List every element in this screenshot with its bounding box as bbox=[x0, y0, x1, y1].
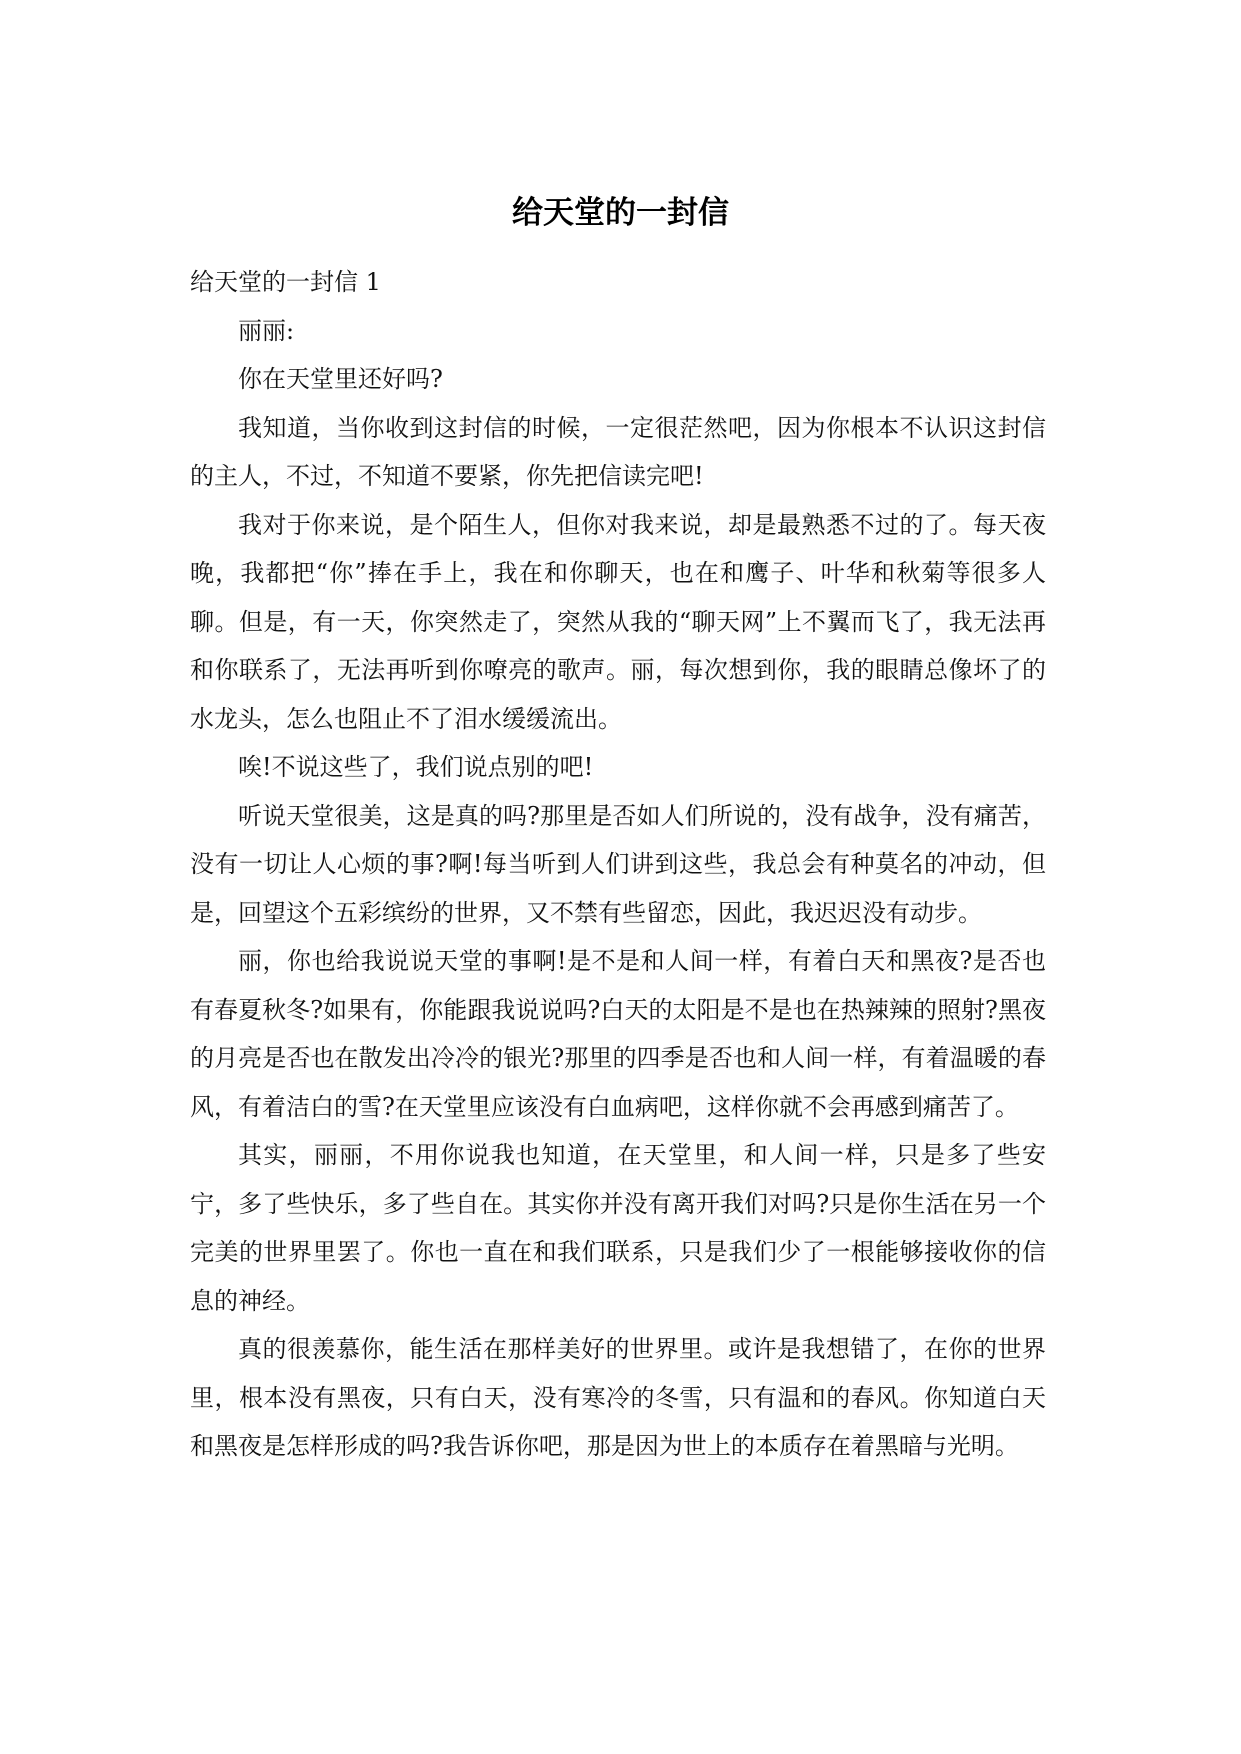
letter-subtitle: 给天堂的一封信 1 bbox=[190, 268, 381, 296]
document-title: 给天堂的一封信 bbox=[512, 195, 729, 231]
letter-paragraph: 我对于你来说，是个陌生人，但你对我来说，却是最熟悉不过的了。每天夜晚，我都把“你”捧在手上，我在和你聊天，也在和鹰子、叶华和秋菊等很多人聊。但是，有一天，你突然走了，突然从我的“聊天网”上不翼而飞了，我无法再和你联系了，无法再听到你嘹亮的歌声。丽，每次想到你，我的眼睛总像坏了的水龙头，怎么也阻止不了泪水缓缓流出。 bbox=[190, 510, 1046, 733]
letter-paragraph: 其实，丽丽，不用你说我也知道，在天堂里，和人间一样，只是多了些安宁，多了些快乐，多了些自在。其实你并没有离开我们对吗?只是你生活在另一个完美的世界里罢了。你也一直在和我们联系，只是我们少了一根能够接收你的信息的神经。 bbox=[190, 1141, 1046, 1315]
letter-paragraph: 唉!不说这些了，我们说点别的吧! bbox=[238, 753, 594, 781]
letter-salutation: 丽丽: bbox=[238, 316, 295, 345]
letter-paragraph: 我知道，当你收到这封信的时候，一定很茫然吧，因为你根本不认识这封信的主人，不过，不知道不要紧，你先把信读完吧! bbox=[190, 413, 1046, 490]
letter-paragraph: 你在天堂里还好吗? bbox=[238, 365, 443, 393]
document-body bbox=[190, 258, 1046, 1471]
letter-paragraph: 听说天堂很美，这是真的吗?那里是否如人们所说的，没有战争，没有痛苦，没有一切让人心烦的事?啊!每当听到人们讲到这些，我总会有种莫名的冲动，但是，回望这个五彩缤纷的世界，又不禁有些留恋，因此，我迟迟没有动步。 bbox=[190, 801, 1046, 927]
letter-paragraph: 丽，你也给我说说天堂的事啊!是不是和人间一样，有着白天和黑夜?是否也有春夏秋冬?如果有，你能跟我说说吗?白天的太阳是不是也在热辣辣的照射?黑夜的月亮是否也在散发出冷冷的银光?那里的四季是否也和人间一样，有着温暖的春风，有着洁白的雪?在天堂里应该没有白血病吧，这样你就不会再感到痛苦了。 bbox=[190, 947, 1046, 1121]
letter-paragraph: 真的很羡慕你，能生活在那样美好的世界里。或许是我想错了，在你的世界里，根本没有黑夜，只有白天，没有寒冷的冬雪，只有温和的春风。你知道白天和黑夜是怎样形成的吗?我告诉你吧，那是因为世上的本质存在着黑暗与光明。 bbox=[190, 1335, 1046, 1460]
